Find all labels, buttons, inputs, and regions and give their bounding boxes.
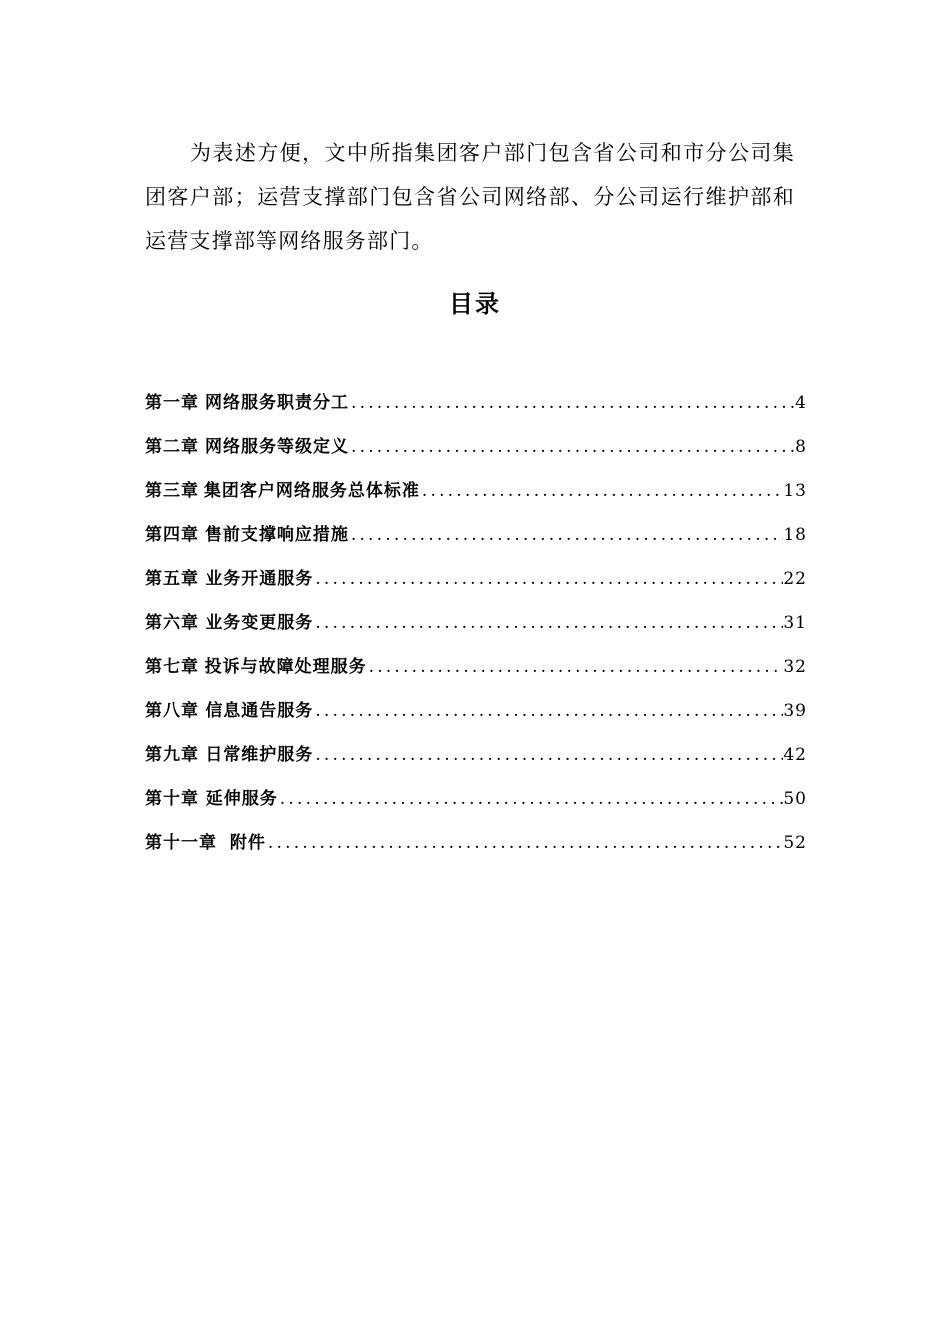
- toc-page-number: 13: [783, 481, 807, 501]
- toc-entry[interactable]: [145, 520, 807, 564]
- toc-dot-leader: [313, 701, 783, 721]
- toc-entry[interactable]: [145, 476, 807, 520]
- toc-page-number: 39: [783, 701, 807, 721]
- toc-chapter-title: 投诉与故障处理服务: [204, 657, 367, 677]
- toc-entry[interactable]: [145, 564, 807, 608]
- toc-page-number: 31: [783, 613, 807, 633]
- toc-chapter-number: 第九章: [145, 745, 199, 765]
- toc-chapter-title: 售前支撑响应措施: [204, 525, 349, 545]
- toc-page-number: 42: [783, 745, 807, 765]
- toc-chapter-number: 第五章: [145, 569, 199, 589]
- toc-chapter-title: 网络服务职责分工: [205, 393, 349, 413]
- toc-chapter-title: 业务开通服务: [205, 569, 314, 589]
- toc-title: 目录: [449, 289, 501, 318]
- toc-dot-leader: [349, 393, 795, 413]
- toc-chapter-number: 第十章: [145, 789, 199, 809]
- toc-dot-leader: [367, 657, 784, 677]
- toc-entry[interactable]: [145, 608, 807, 652]
- toc-entry[interactable]: [145, 696, 807, 740]
- toc-chapter-number: 第一章: [145, 393, 199, 413]
- toc-dot-leader: [420, 481, 783, 501]
- toc-entry[interactable]: [145, 740, 807, 784]
- toc-chapter-title: 集团客户网络服务总体标准: [203, 481, 420, 501]
- toc-page-number: 18: [783, 525, 807, 545]
- toc-page-number: 32: [783, 657, 807, 677]
- toc-chapter-title: 延伸服务: [205, 789, 278, 809]
- toc-chapter-title: 信息通告服务: [205, 701, 314, 721]
- toc-dot-leader: [278, 789, 784, 809]
- intro-paragraph: 为表述方便，文中所指集团客户部门包含省公司和市分公司集团客户部；运营支撑部门包含省公司网络部、分公司运行维护部和运营支撑部等网络服务部门。: [145, 141, 795, 253]
- toc-dot-leader: [349, 437, 795, 457]
- toc-page-number: 50: [783, 789, 807, 809]
- toc-page-number: 52: [783, 833, 807, 853]
- toc-entry[interactable]: [145, 828, 807, 872]
- toc-chapter-title: 附件: [229, 833, 266, 853]
- toc-dot-leader: [313, 569, 783, 589]
- toc-dot-leader: [313, 745, 783, 765]
- toc-chapter-title: 日常维护服务: [205, 745, 314, 765]
- toc-entry[interactable]: [145, 388, 807, 432]
- toc-dot-leader: [313, 613, 783, 633]
- toc-chapter-title: 业务变更服务: [205, 613, 314, 633]
- toc-entry[interactable]: [145, 432, 807, 476]
- toc-chapter-number: 第十一章: [145, 833, 217, 853]
- toc-chapter-number: 第六章: [145, 613, 199, 633]
- toc-chapter-number: 第四章: [145, 525, 199, 545]
- toc-chapter-title: 网络服务等级定义: [205, 437, 349, 457]
- toc-chapter-number: 第二章: [145, 437, 199, 457]
- table-of-contents: [145, 388, 807, 872]
- toc-page-number: 22: [783, 569, 807, 589]
- toc-dot-leader: [266, 833, 783, 853]
- toc-chapter-number: 第八章: [145, 701, 199, 721]
- toc-chapter-number: 第三章: [145, 481, 199, 501]
- toc-page-number: 4: [795, 393, 807, 413]
- toc-page-number: 8: [795, 437, 807, 457]
- toc-dot-leader: [349, 525, 784, 545]
- toc-entry[interactable]: [145, 652, 807, 696]
- toc-entry[interactable]: [145, 784, 807, 828]
- toc-chapter-number: 第七章: [145, 657, 199, 677]
